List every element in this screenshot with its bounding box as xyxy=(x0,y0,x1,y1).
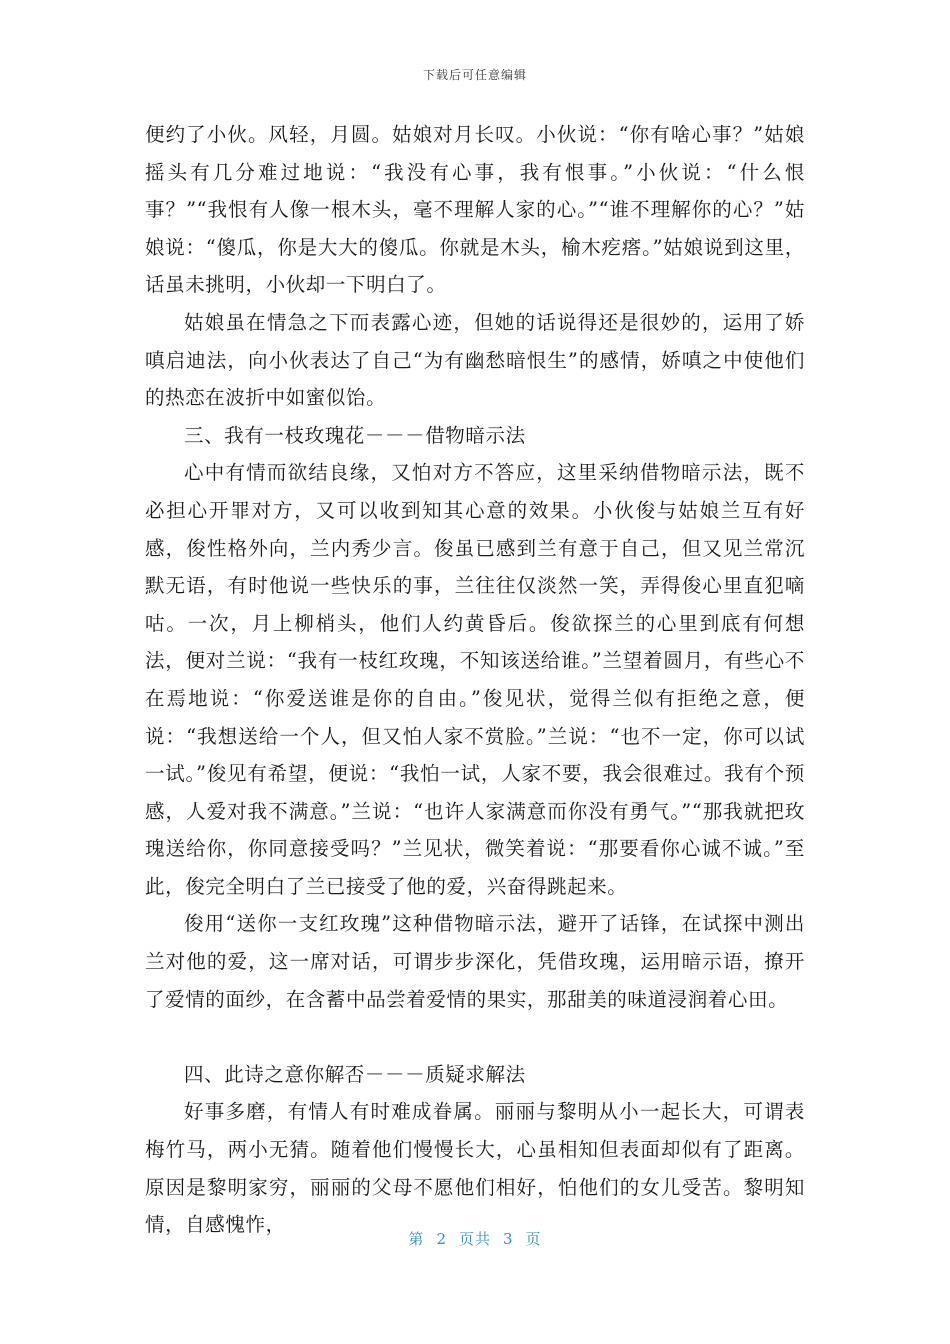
page-footer xyxy=(0,1228,950,1249)
document-body xyxy=(145,116,805,1244)
paragraph-commentary-1: 姑娘虽在情急之下而表露心迹，但她的话说得还是很妙的，运用了娇嗔启迪法，向小伙表达了自己“为有幽愁暗恨生”的感情，娇嗔之中使他们的热恋在波折中如蜜似饴。 xyxy=(145,310,805,410)
footer-suffix: 页 xyxy=(525,1230,542,1248)
paragraph-story-4: 好事多磨，有情人有时难成眷属。丽丽与黎明从小一起长大，可谓表梅竹马，两小无猜。随着他们慢慢长大，心虽相知但表面却似有了距离。原因是黎明家穷，丽丽的父母不愿他们相好，怕他们的女儿受苦。黎明知情，自感愧怍， xyxy=(145,1100,805,1237)
paragraph-story-3: 心中有情而欲结良缘，又怕对方不答应，这里采纳借物暗示法，既不必担心开罪对方，又可以收到知其心意的效果。小伙俊与姑娘兰互有好感，俊性格外向，兰内秀少言。俊虽已感到兰有意于自己，但又见兰常沉默无语，有时他说一些快乐的事，兰往往仅淡然一笑，弄得俊心里直犯嘀咕。一次，月上柳梢头，他们人约黄昏后。俊欲探兰的心里到底有何想法，便对兰说：“我有一枝红玫瑰，不知该送给谁。”兰望着圆月，有些心不在焉地说：“你爱送谁是你的自由。”俊见状，觉得兰似有拒绝之意，便说：“我想送给一个人，但又怕人家不赏脸。”兰说：“也不一定，你可以试一试。”俊见有希望，便说：“我怕一试，人家不要，我会很难过。我有个预感，人爱对我不满意。”兰说：“也许人家满意而你没有勇气。”“那我就把玫瑰送给你，你同意接受吗？”兰见状，微笑着说：“那要看你心诚不诚。”至此，俊完全明白了兰已接受了他的爱，兴奋得跳起来。 xyxy=(145,461,805,898)
paragraph-continuation: 便约了小伙。风轻，月圆。姑娘对月长叹。小伙说：“你有啥心事？”姑娘摇头有几分难过地说：“我没有心事，我有恨事。”小伙说：“什么恨事？”“我恨有人像一根木头，毫不理解人家的心。”“谁不理解你的心？”姑娘说：“傻瓜，你是大大的傻瓜。你就是木头，榆木疙瘩。”姑娘说到这里，话虽未挑明，小伙却一下明白了。 xyxy=(145,123,805,297)
footer-prefix: 第 xyxy=(408,1230,425,1248)
page-header: 下载后可任意编辑 xyxy=(422,68,527,82)
footer-middle: 页共 xyxy=(458,1230,491,1248)
section-heading-3: 三、我有一枝玫瑰花－－－借物暗示法 xyxy=(184,423,526,447)
current-page-number: 2 xyxy=(436,1230,447,1248)
paragraph-commentary-3: 俊用“送你一支红玫瑰”这种借物暗示法，避开了话锋，在试探中测出兰对他的爱，这一席对话，可谓步步深化，凭借玫瑰，运用暗示语，撩开了爱情的面纱，在含蓄中品尝着爱情的果实，那甜美的味道浸润着心田。 xyxy=(145,912,805,1011)
section-heading-4: 四、此诗之意你解否－－－质疑求解法 xyxy=(184,1062,526,1086)
total-pages-number: 3 xyxy=(503,1230,514,1248)
